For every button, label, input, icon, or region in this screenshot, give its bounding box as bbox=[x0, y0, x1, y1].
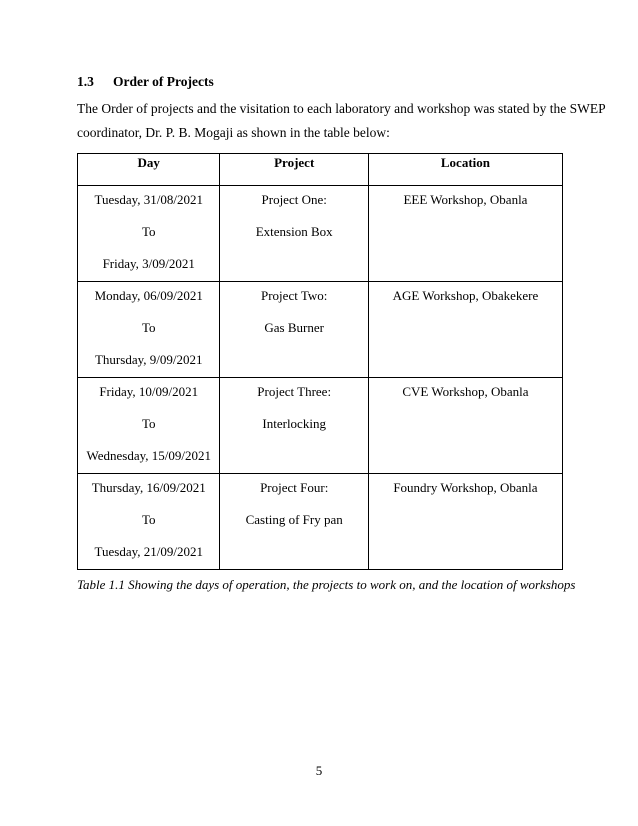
section-title: Order of Projects bbox=[113, 74, 214, 89]
project-order-table bbox=[77, 153, 563, 570]
table-caption: Table 1.1 Showing the days of operation, the projects to work on, and the location of workshops bbox=[77, 577, 576, 592]
header-day: Day bbox=[78, 154, 220, 186]
project-number: Project Three: bbox=[257, 384, 332, 399]
location-name: Foundry Workshop, Obanla bbox=[393, 480, 538, 495]
header-project: Project bbox=[220, 154, 368, 186]
table-row bbox=[78, 378, 563, 474]
project-cell bbox=[220, 378, 368, 474]
table-row bbox=[78, 186, 563, 282]
day-to: To bbox=[141, 416, 156, 431]
table-header-row bbox=[78, 154, 563, 186]
paragraph-line: coordinator, Dr. P. B. Mogaji as shown in the table below: bbox=[77, 125, 390, 140]
location-cell bbox=[368, 474, 562, 570]
day-end: Friday, 3/09/2021 bbox=[102, 256, 195, 271]
project-number: Project Four: bbox=[260, 480, 329, 495]
day-cell bbox=[78, 378, 220, 474]
day-end: Tuesday, 21/09/2021 bbox=[94, 544, 203, 559]
project-name: Extension Box bbox=[255, 224, 333, 239]
project-cell bbox=[220, 282, 368, 378]
table-row bbox=[78, 474, 563, 570]
project-name: Gas Burner bbox=[264, 320, 324, 335]
day-end: Wednesday, 15/09/2021 bbox=[86, 448, 211, 463]
location-cell bbox=[368, 186, 562, 282]
day-start: Thursday, 16/09/2021 bbox=[91, 480, 206, 495]
day-start: Monday, 06/09/2021 bbox=[94, 288, 203, 303]
day-cell bbox=[78, 282, 220, 378]
day-cell bbox=[78, 186, 220, 282]
paragraph-line: The Order of projects and the visitation to each laboratory and workshop was stated by the SWEP bbox=[77, 101, 606, 116]
section-number: 1.3 bbox=[77, 74, 94, 89]
day-cell bbox=[78, 474, 220, 570]
project-name: Casting of Fry pan bbox=[245, 512, 343, 527]
project-number: Project Two: bbox=[261, 288, 328, 303]
project-number: Project One: bbox=[261, 192, 327, 207]
day-end: Thursday, 9/09/2021 bbox=[94, 352, 203, 367]
day-to: To bbox=[141, 320, 156, 335]
project-cell bbox=[220, 474, 368, 570]
day-to: To bbox=[141, 224, 156, 239]
location-cell bbox=[368, 378, 562, 474]
table-row bbox=[78, 282, 563, 378]
day-to: To bbox=[141, 512, 156, 527]
section-heading bbox=[77, 74, 214, 90]
location-name: EEE Workshop, Obanla bbox=[403, 192, 528, 207]
intro-paragraph bbox=[77, 97, 606, 145]
day-start: Friday, 10/09/2021 bbox=[99, 384, 199, 399]
location-name: AGE Workshop, Obakekere bbox=[392, 288, 539, 303]
header-location: Location bbox=[368, 154, 562, 186]
location-name: CVE Workshop, Obanla bbox=[402, 384, 529, 399]
location-cell bbox=[368, 282, 562, 378]
day-start: Tuesday, 31/08/2021 bbox=[94, 192, 203, 207]
project-cell bbox=[220, 186, 368, 282]
project-name: Interlocking bbox=[262, 416, 326, 431]
page-number: 5 bbox=[315, 763, 323, 778]
